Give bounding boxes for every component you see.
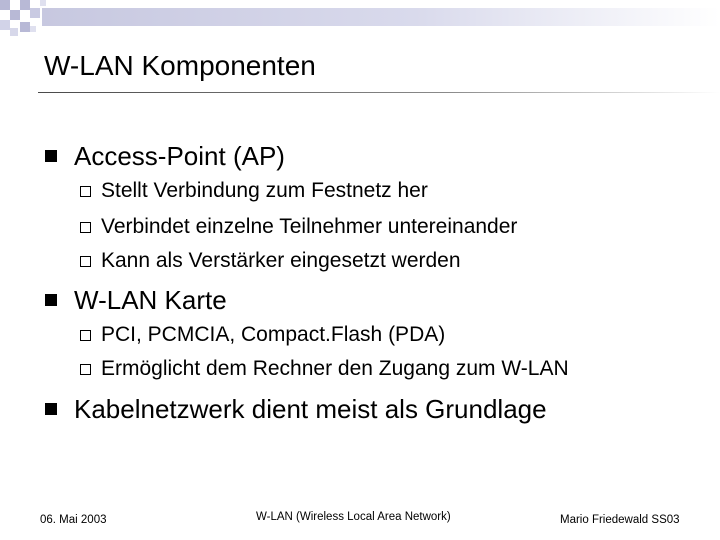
bullet-text: Kabelnetzwerk dient meist als Grundlage: [74, 394, 547, 424]
sub-bullet-text: Ermöglicht dem Rechner den Zugang zum W-LAN: [101, 357, 569, 380]
slide-title: W-LAN Komponenten: [44, 50, 316, 81]
checkbox-bullet-icon: [80, 256, 91, 267]
bullet-text: W-LAN Karte: [74, 285, 227, 315]
footer-author: Mario Friedewald SS03: [560, 514, 680, 526]
sub-bullet-text: Verbindet einzelne Teilnehmer untereinander: [101, 215, 518, 238]
footer-date: 06. Mai 2003: [40, 514, 107, 526]
sub-bullet-text: Kann als Verstärker eingesetzt werden: [101, 249, 461, 272]
bullet-square-icon: [45, 150, 57, 162]
sub-bullet-text: PCI, PCMCIA, Compact.Flash (PDA): [101, 323, 446, 346]
footer-topic: W-LAN (Wireless Local Area Network): [256, 511, 451, 523]
checkbox-bullet-icon: [80, 222, 91, 233]
bullet-text: Access-Point (AP): [74, 141, 285, 171]
title-divider: [38, 92, 720, 93]
bullet-square-icon: [45, 294, 57, 306]
checkbox-bullet-icon: [80, 364, 91, 375]
sub-bullet-text: Stellt Verbindung zum Festnetz her: [101, 179, 428, 202]
corner-decoration: [0, 0, 720, 40]
bullet-square-icon: [45, 403, 57, 415]
checkbox-bullet-icon: [80, 186, 91, 197]
checkbox-bullet-icon: [80, 330, 91, 341]
